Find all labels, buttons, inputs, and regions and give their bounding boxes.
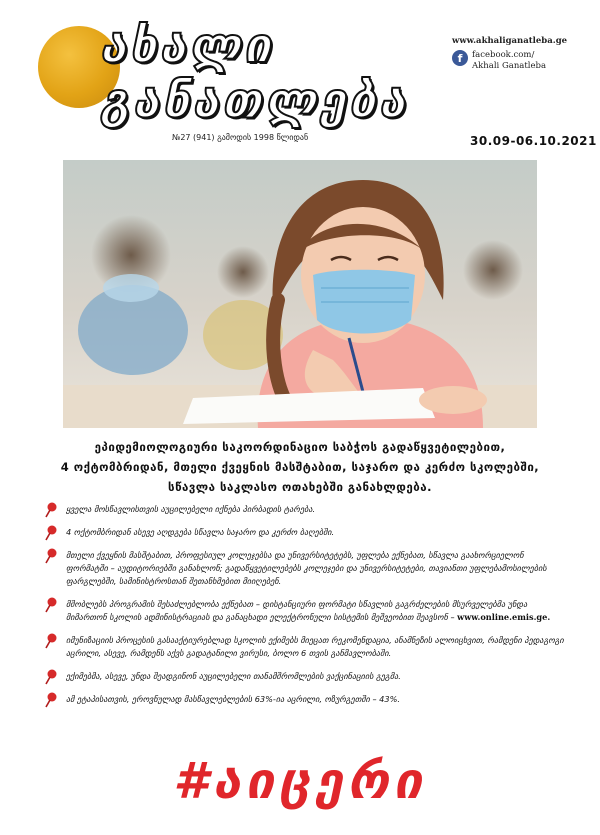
bullet-text: ექიმებმა, ასევე, უნდა შეადგინონ აუცილებელი თანამშრომლების ვაქცინაციის გეგმა. — [66, 671, 401, 681]
issue-dates: 30.09-06.10.2021 — [470, 134, 597, 148]
bullet-text: მთელი ქვეყნის მასშტაბით, პროფესიულ კოლეჯებსა და უნივერსიტეტებს, უფლება ექნებათ, სწავლა გაახორციელონ ფორმატში – აუდიტორიებში განახლონ; გადაწყვეტილებებს კოლეჯები და უნივერსიტეტები, თავიანთი უფლებამოსილების ფარგლებში, სამინისტროსთან შეთანხმებით მიიღებენ. — [66, 550, 547, 586]
newspaper-title-line1: ახალი — [100, 18, 274, 74]
bullet-text: იმუნიზაციის პროცესის გასააქტიურებლად სკოლის ექიმებს მიეცათ რეკომენდაცია, ანამნეზის ალოიცხვით, რამდენი პედაგოგი აცრილი, ასევე, რამდენს აქვს გადატანილი ვირუსი, ბოლო 6 თვის განმავლობაში. — [66, 635, 564, 658]
masthead — [0, 0, 600, 160]
bullet-text: 4 ოქტომბრიდან ასევე აღდგება სწავლა საჯარო და კერძო ბაღებში. — [66, 527, 335, 537]
bullet-list — [44, 503, 564, 706]
pushpin-icon — [44, 692, 58, 708]
hashtag-vaccinate: #აიცერი — [173, 752, 427, 810]
girl-writing-illustration — [63, 160, 537, 428]
facebook-icon: f — [452, 50, 468, 66]
pushpin-icon — [44, 597, 58, 613]
pushpin-icon — [44, 633, 58, 649]
pushpin-icon — [44, 669, 58, 685]
list-item — [44, 634, 564, 660]
facebook-url: facebook.com/ — [472, 50, 535, 60]
bullet-text: მშობლებს პროგრამის შესაძლებლობა ექნებათ – დისტანციური ფორმატი სწავლის გაგრძელების მსურველებმა უნდა მიმართონ სკოლის ადმინისტრაციას და განაცხადი ელექტრონული სისტემის მეშვეობით შეავსონ – — [66, 599, 528, 622]
list-item — [44, 526, 564, 539]
emis-link[interactable]: www.online.emis.ge. — [457, 612, 551, 622]
pushpin-icon — [44, 525, 58, 541]
bullet-text: ამ ეტაპისათვის, ეროვნულად მასწავლებლების 63%-ია აცრილი, ოზურგეთში – 43%. — [66, 694, 400, 704]
main-headline — [60, 437, 540, 497]
website-link[interactable]: www.akhaliganatleba.ge — [452, 36, 568, 46]
pushpin-icon — [44, 548, 58, 564]
headline-line3: სწავლა საკლასო ოთახებში განახლდება. — [168, 480, 432, 494]
bullet-text: ყველა მოსწავლისთვის აუცილებელი იქნება პირბადის ტარება. — [66, 504, 316, 514]
newspaper-title-line2: განათლება — [100, 73, 409, 129]
headline-line1: ეპიდემიოლოგიური საკოორდინაციო საბჭოს გადაწყვეტილებით, — [94, 440, 506, 454]
list-item — [44, 693, 564, 706]
contact-info — [452, 36, 592, 72]
facebook-link[interactable] — [452, 50, 592, 72]
pushpin-icon — [44, 502, 58, 518]
headline-line2: 4 ოქტომბრიდან, მთელი ქვეყნის მასშტაბით, საჯარო და კერძო სკოლებში, — [60, 460, 540, 474]
list-item — [44, 670, 564, 683]
issue-number: №27 (941) გამოდის 1998 წლიდან — [172, 133, 309, 142]
facebook-page-name: Akhali Ganatleba — [472, 61, 547, 71]
list-item — [44, 503, 564, 516]
list-item — [44, 549, 564, 588]
facebook-text — [472, 50, 546, 72]
list-item — [44, 598, 564, 624]
cover-photo — [63, 160, 537, 428]
